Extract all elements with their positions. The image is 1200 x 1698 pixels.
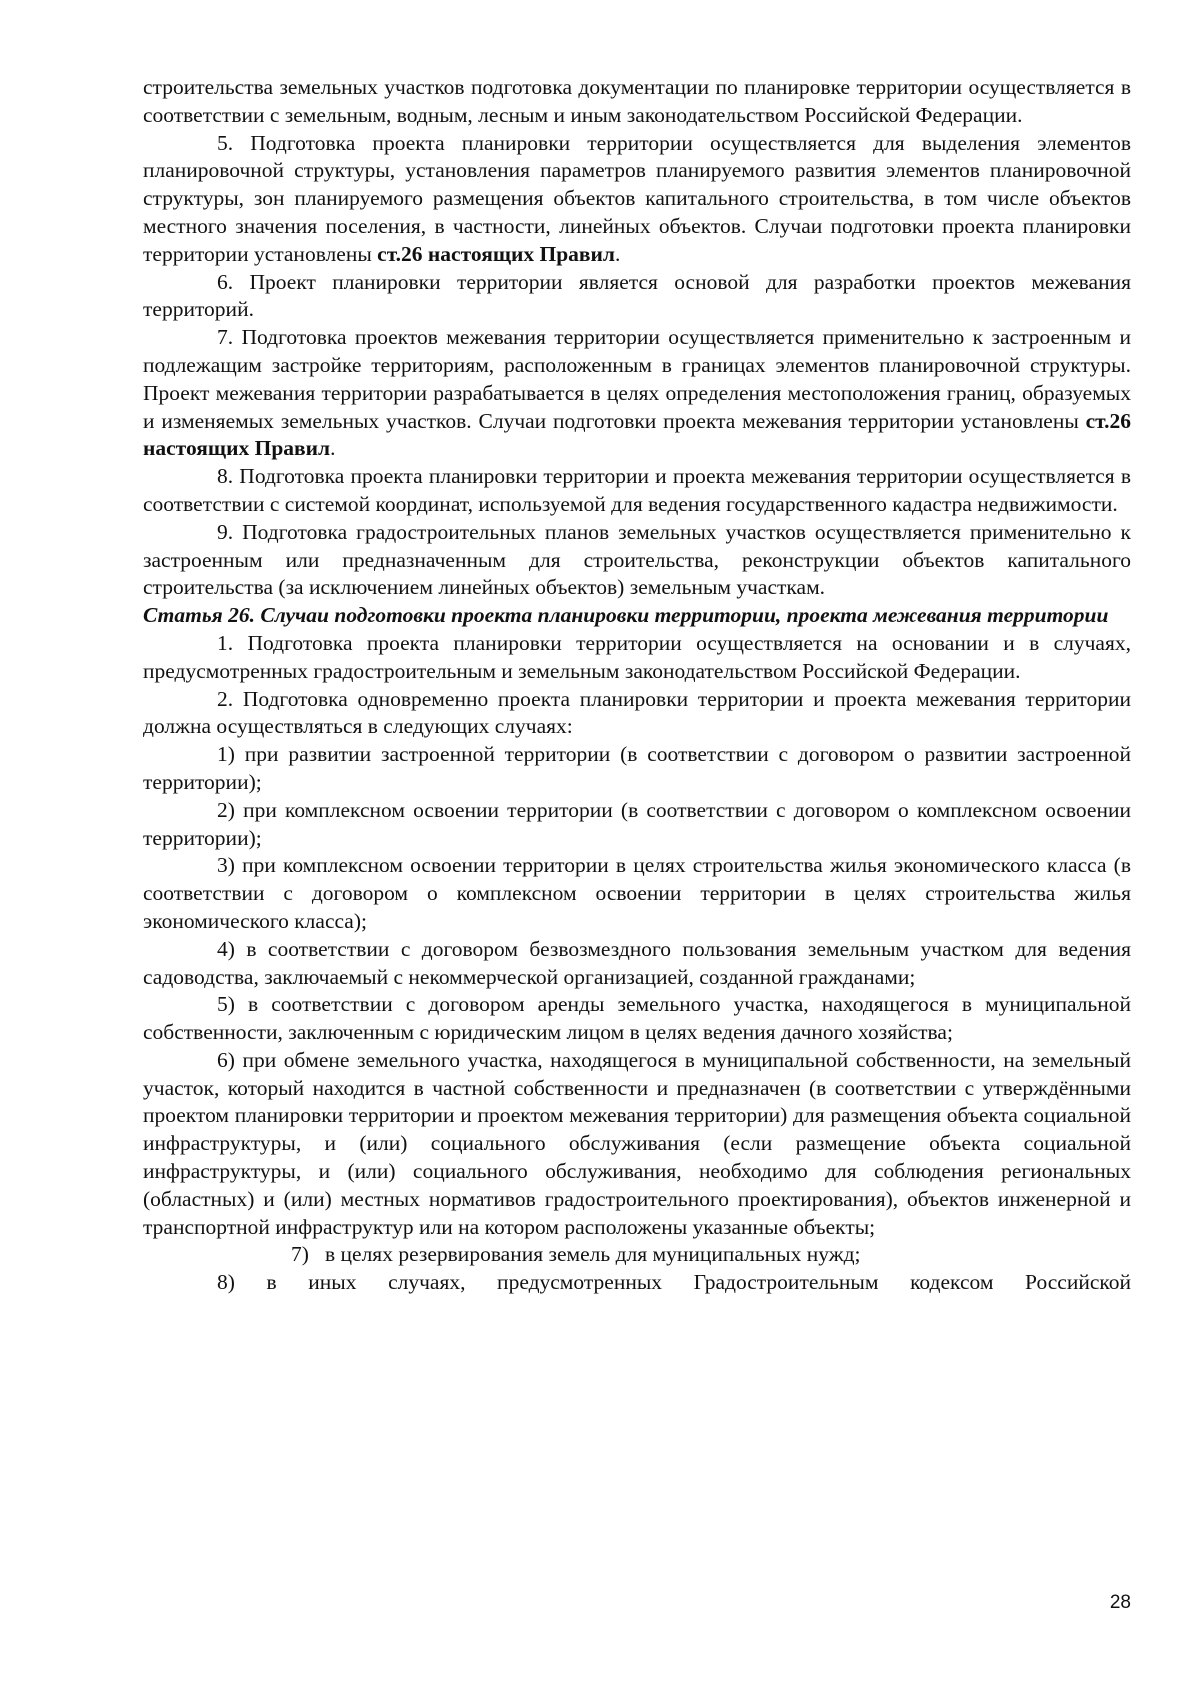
list-item: 4) в соответствии с договором безвозмездного пользования земельным участком для ведения садоводства, заключаемый с некоммерческой организацией, созданной гражданами; [143,936,1131,989]
paragraph-7-text: 7. Подготовка проектов межевания территории осуществляется применительно к застроенным и подлежащим застройке территориям, расположенным в границах элементов планировочной структуры. Проект межевания территории разрабатывается в целях определения местоположения границ, образуемых и изменяемых земельных участков. Случаи подготовки проекта межевания территории установлены [143,325,1131,433]
list-item-7-text: в целях резервирования земель для муниципальных нужд; [325,1242,861,1267]
paragraph-7 [143,324,1131,463]
paragraph-7-reference: ст.26 настоящих Правил [143,408,1131,461]
list-item: 1) при развитии застроенной территории (в соответствии с договором о развитии застроенной территории); [143,742,1131,794]
article-26-heading: Статья 26. Случаи подготовки проекта планировки территории, проекта межевания территории [143,603,1109,628]
article-paragraph-1: 1. Подготовка проекта планировки территории осуществляется на основании и в случаях, предусмотренных градостроительным и земельным законодательством Российской Федерации. [143,630,1131,683]
paragraph-7-end: . [330,436,336,461]
list-item-7-number: 7) [291,1242,309,1267]
list-item: 2) при комплексном освоении территории (в соответствии с договором о комплексном освоении территории); [143,797,1131,850]
paragraph-5-text: 5. Подготовка проекта планировки территории осуществляется для выделения элементов планировочной структуры, установления параметров планируемого развития элементов планировочной структуры, зон планируемого размещения объектов капитального строительства, в том числе объектов местного значения поселения, в частности, линейных объектов. Случаи подготовки проекта планировки территории установлены [143,130,1131,266]
body-text [143,74,1131,1297]
list-item-8: 8) в иных случаях, предусмотренных Градостроительным кодексом Российской [217,1270,1131,1295]
list-item: 3) при комплексном освоении территории в целях строительства жилья экономического класса (в соответствии с договором о комплексном освоении территории в целях строительства жилья экономического класса); [143,853,1131,933]
list-item: 6) при обмене земельного участка, находящегося в муниципальной собственности, на земельный участок, который находится в частной собственности и предназначен (в соответствии с утверждёнными проектом планировки территории и проектом межевания территории) для размещения объекта социальной инфраструктуры, и (или) социального обслуживания (если размещение объекта социальной инфраструктуры, и (или) социального обслуживания, необходимо для соблюдения региональных (областных) и (или) местных нормативов градостроительного проектирования), объектов инженерной и транспортной инфраструктур или на котором расположены указанные объекты; [143,1047,1131,1239]
paragraph-6: 6. Проект планировки территории является основой для разработки проектов межевания территорий. [143,269,1131,322]
paragraph-9: 9. Подготовка градостроительных планов земельных участков осуществляется применительно к застроенным или предназначенным для строительства, реконструкции объектов капитального строительства (за исключением линейных объектов) земельным участкам. [143,519,1131,600]
paragraph-5 [143,130,1131,269]
article-paragraph-2: 2. Подготовка одновременно проекта планировки территории и проекта межевания территории должна осуществляться в следующих случаях: [143,686,1131,739]
paragraph-intro: строительства земельных участков подготовка документации по планировке территории осуществляется в соответствии с земельным, водным, лесным и иным законодательством Российской Федерации. [143,75,1131,127]
list-item: 5) в соответствии с договором аренды земельного участка, находящегося в муниципальной собственности, заключенным с юридическим лицом в целях ведения дачного хозяйства; [143,992,1131,1045]
paragraph-5-reference: ст.26 настоящих Правил [377,241,615,266]
list-item-7 [143,1241,1131,1269]
page-number: 28 [1109,1592,1131,1613]
paragraph-5-end: . [615,241,621,266]
paragraph-8: 8. Подготовка проекта планировки территории и проекта межевания территории осуществляется в соответствии с системой координат, используемой для ведения государственного кадастра недвижимости. [143,464,1131,516]
